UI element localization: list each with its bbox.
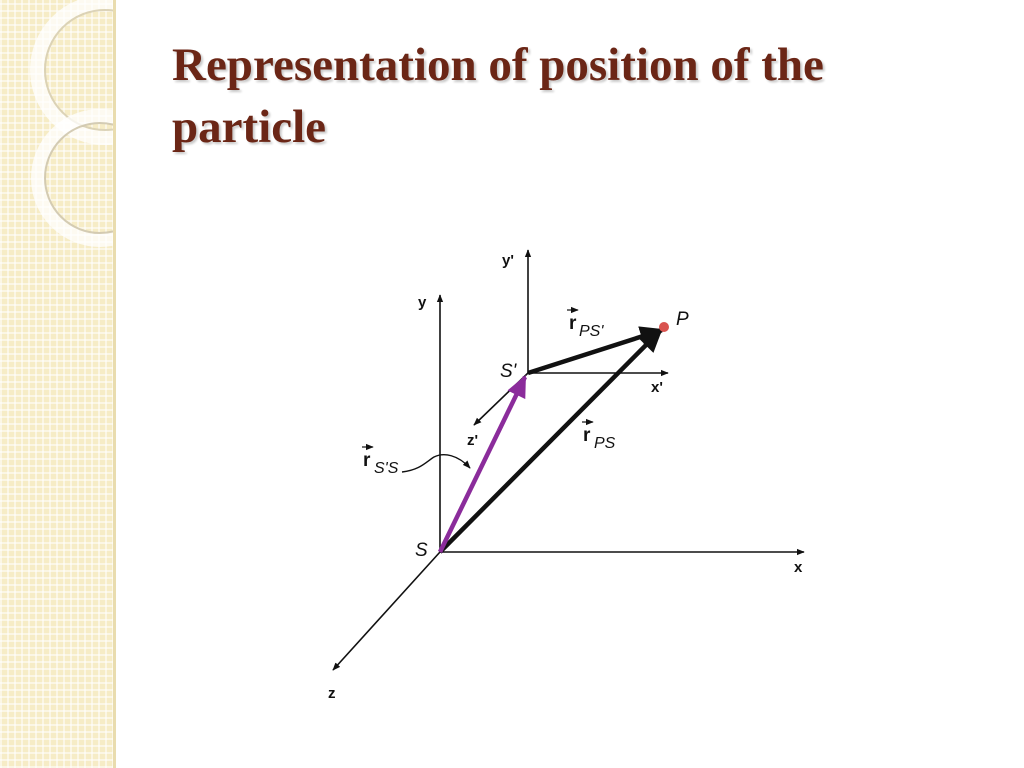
origin-s-prime-label: S'	[500, 361, 517, 382]
label-r-s-prime-s	[362, 447, 399, 477]
point-p-marker	[659, 322, 669, 332]
vector-subscript: PS	[594, 435, 616, 452]
vector-symbol: r	[569, 313, 577, 334]
label-r-ps	[582, 422, 616, 452]
x-prime-axis-label: x'	[651, 379, 663, 396]
point-p-label: P	[676, 309, 689, 330]
callout-curve	[402, 455, 470, 472]
origin-s-label: S	[415, 540, 428, 561]
vector-symbol: r	[363, 450, 371, 471]
y-axis-label: y	[418, 294, 427, 311]
vector-r-s-prime-s	[440, 377, 525, 552]
label-r-ps-prime	[567, 310, 604, 340]
vector-subscript: PS'	[579, 323, 604, 340]
x-axis-label: x	[794, 559, 803, 576]
y-prime-axis-label: y'	[502, 252, 514, 269]
z-axis-label: z	[328, 685, 336, 702]
z-prime-axis-label: z'	[467, 432, 479, 449]
vector-subscript: S'S	[374, 460, 399, 477]
z-axis	[333, 552, 440, 670]
slide-title: Representation of position of the particle	[172, 39, 824, 153]
vector-symbol: r	[583, 425, 591, 446]
